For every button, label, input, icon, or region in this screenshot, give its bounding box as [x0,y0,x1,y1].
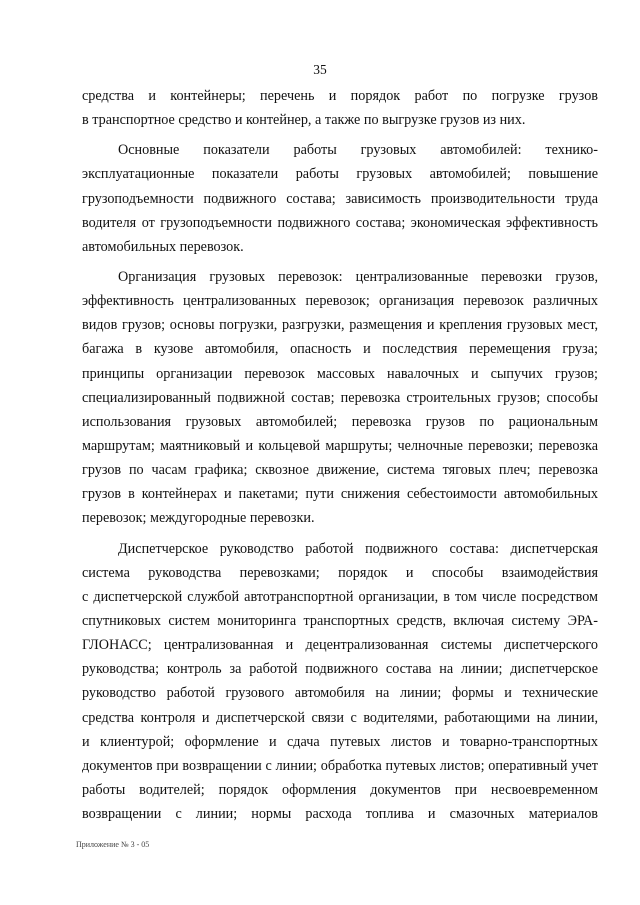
text-line: и клиентурой; оформление и сдача путевых листов и товарно-транспортных [82,733,598,750]
text-line: эффективность централизованных перевозок; организация перевозок различных [82,293,598,310]
paragraph-cargo-organization [82,265,598,531]
text-line: Основные показатели работы грузовых автомобилей: технико- [118,142,598,159]
text-line: в транспортное средство и контейнер, а также по выгрузке грузов из них. [82,112,526,129]
text-line: багажа в кузове автомобиля, опасность и последствия перемещения груза; [82,341,598,358]
text-line: спутниковых систем мониторинга транспортных средств, включая систему ЭРА- [82,612,598,629]
paragraph-main-indicators [82,138,598,259]
footer-note: Приложение № 3 - 05 [76,840,150,849]
paragraph-dispatch-management [82,537,598,827]
paragraph-continuation [82,84,598,132]
text-line: возвращении с линии; нормы расхода топлива и смазочных материалов [82,806,598,823]
text-line: использования грузовых автомобилей; перевозка грузов по рациональным [82,413,598,430]
text-line: эксплуатационные показатели работы грузовых автомобилей; повышение [82,166,598,183]
text-line: грузов в контейнерах и пакетами; пути снижения себестоимости автомобильных [82,486,598,503]
text-line: перевозок; междугородные перевозки. [82,510,315,527]
text-line: средства и контейнеры; перечень и порядок работ по погрузке грузов [82,88,598,104]
text-line: с диспетчерской службой автотранспортной организации, в том числе посредством [82,588,598,605]
text-line: грузов по часам графика; сквозное движение, система тяговых плеч; перевозка [82,462,598,479]
text-line: руководства; контроль за работой подвижного состава на линии; диспетчерское [82,661,598,678]
text-line: водителя от грузоподъемности подвижного состава; экономическая эффективность [82,214,598,231]
text-line: документов при возвращении с линии; обработка путевых листов; оперативный учет [82,757,598,774]
page-number: 35 [313,62,327,77]
text-line: принципы организации перевозок массовых навалочных и сыпучих грузов; [82,365,598,382]
text-line: руководство работой грузового автомобиля на линии; формы и технические [82,685,598,702]
text-line: видов грузов; основы погрузки, разгрузки, размещения и крепления грузовых мест, [82,317,598,334]
text-line: ГЛОНАСС; централизованная и децентрализованная системы диспетчерского [82,637,598,654]
text-line: система руководства перевозками; порядок и способы взаимодействия [82,564,598,581]
text-line: маршрутам; маятниковый и кольцевой маршруты; челночные перевозки; перевозка [82,437,598,454]
text-line: средства контроля и диспетчерской связи с водителями, работающими на линии, [82,709,598,726]
text-line: Организация грузовых перевозок: централизованные перевозки грузов, [118,268,598,285]
document-body [82,84,598,826]
text-line: работы водителей; порядок оформления документов при несвоевременном [82,781,598,798]
text-line: Диспетчерское руководство работой подвижного состава: диспетчерская [118,540,598,557]
text-line: специализированный подвижной состав; перевозка строительных грузов; способы [82,389,598,406]
text-line: автомобильных перевозок. [82,238,244,255]
text-line: грузоподъемности подвижного состава; зависимость производительности труда [82,190,598,207]
